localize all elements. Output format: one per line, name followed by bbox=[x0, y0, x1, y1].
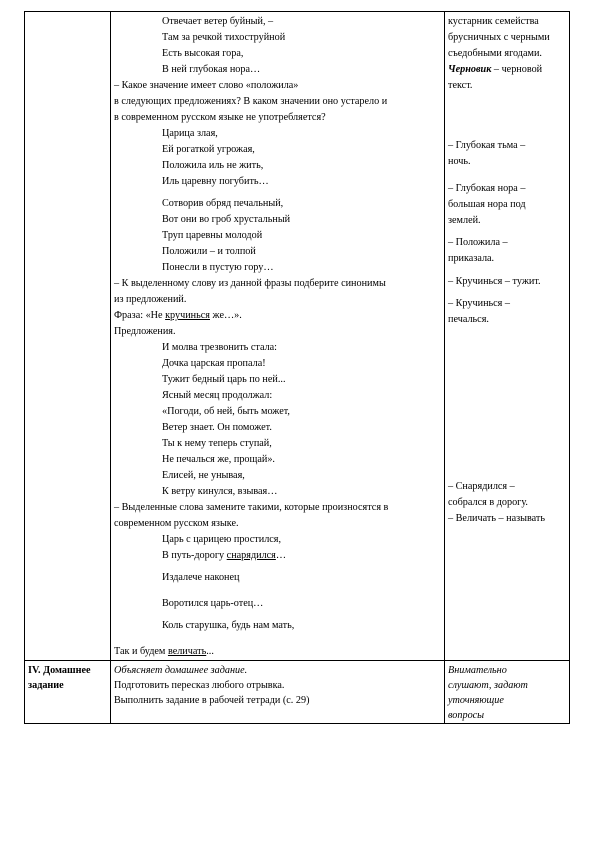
answer-line: брусничных с черными bbox=[448, 32, 550, 43]
phrase-line: Фраза: «Не кручинься же…». bbox=[114, 310, 242, 321]
answer-line: – Положила – bbox=[448, 237, 508, 248]
question-line: из предложений. bbox=[114, 294, 187, 305]
answer-line: – Кручинься – bbox=[448, 298, 511, 309]
answer-line: ночь. bbox=[448, 156, 471, 167]
verse-line: Есть высокая гора, bbox=[162, 48, 244, 59]
answer-line: приказала. bbox=[448, 253, 495, 264]
verse-line: Труп царевны молодой bbox=[162, 230, 263, 241]
sentences-label: Предложения. bbox=[114, 326, 176, 337]
verse-line: И молва трезвонить стала: bbox=[162, 342, 278, 353]
verse-line: Вот они во гроб хрустальный bbox=[162, 214, 291, 225]
highlighted-word: величать bbox=[167, 646, 207, 657]
verse-line: Ты к нему теперь ступай, bbox=[162, 438, 272, 449]
answers-cell bbox=[445, 12, 570, 661]
verse-line: Там за речкой тихоструйной bbox=[162, 32, 286, 43]
verse-line: Воротился царь-отец… bbox=[162, 598, 264, 609]
verse-line: Елисей, не унывая, bbox=[162, 470, 245, 481]
answer-line: – Глубокая нора – bbox=[448, 183, 526, 194]
answers-cell bbox=[445, 661, 570, 724]
answer-line: – Кручинься – тужит. bbox=[448, 276, 541, 287]
question-line: – К выделенному слову из данной фразы подберите синонимы bbox=[114, 278, 386, 289]
verse-line: Издалече наконец bbox=[162, 572, 240, 583]
question-line: современном русском языке. bbox=[114, 518, 239, 529]
verse-line: Иль царевну погубить… bbox=[162, 176, 269, 187]
verse-line: Так и будем величать... bbox=[114, 646, 214, 657]
teacher-activity: Объясняет домашнее задание. bbox=[114, 665, 248, 676]
verse-line: Ей рогаткой угрожая, bbox=[162, 144, 255, 155]
verse-line: В путь-дорогу снарядился… bbox=[162, 550, 287, 561]
question-line: – Выделенные слова замените такими, которые произносятся в bbox=[114, 502, 389, 513]
verse-line: Понесли в пустую гору… bbox=[162, 262, 274, 273]
highlighted-word: кручинься bbox=[165, 310, 210, 321]
answer-line: – Величать – называть bbox=[448, 513, 546, 524]
verse-line: Положила иль не жить, bbox=[162, 160, 264, 171]
verse-line: Сотворив обряд печальный, bbox=[162, 198, 284, 209]
verse-line: «Погоди, об ней, быть может, bbox=[162, 406, 290, 417]
answer-line: съедобными ягодами. bbox=[448, 48, 542, 59]
content-cell bbox=[111, 12, 445, 661]
answer-line: печалься. bbox=[448, 314, 489, 325]
verse-line: Коль старушка, будь нам мать, bbox=[162, 620, 295, 631]
table-row bbox=[25, 12, 570, 661]
verse-line: В ней глубокая нора… bbox=[162, 64, 261, 75]
students-activity: слушают, задают bbox=[448, 680, 528, 691]
students-activity: Внимательно bbox=[448, 665, 507, 676]
highlighted-word: снарядился bbox=[226, 550, 276, 561]
answer-line: большая нора под bbox=[448, 199, 526, 210]
teacher-activity: Подготовить пересказ любого отрывка. bbox=[114, 680, 285, 691]
teacher-activity: Выполнить задание в рабочей тетради (с. 29) bbox=[114, 695, 310, 706]
students-activity: уточняющие bbox=[448, 695, 504, 706]
question-line: в современном русском языке не употребляется? bbox=[114, 112, 326, 123]
answer-line: кустарник семейства bbox=[448, 16, 539, 27]
verse-line: Царица злая, bbox=[162, 128, 218, 139]
answer-line: Черновик – черновой bbox=[448, 64, 543, 75]
answer-line: землей. bbox=[448, 215, 481, 226]
question-line: в следующих предложениях? В каком значении оно устарело и bbox=[114, 96, 388, 107]
verse-line: Отвечает ветер буйный, – bbox=[162, 16, 274, 27]
table-row bbox=[25, 661, 570, 724]
verse-line: Ветер знает. Он поможет. bbox=[162, 422, 272, 433]
students-activity: вопросы bbox=[448, 710, 485, 721]
lesson-table bbox=[24, 11, 570, 724]
answer-line: собрался в дорогу. bbox=[448, 497, 528, 508]
stage-cell bbox=[25, 661, 111, 724]
verse-line: К ветру кинулся, взывая… bbox=[162, 486, 278, 497]
answer-line: – Снарядился – bbox=[448, 481, 515, 492]
stage-cell bbox=[25, 12, 111, 661]
verse-line: Не печалься же, прощай». bbox=[162, 454, 275, 465]
verse-line: Царь с царицею простился, bbox=[162, 534, 282, 545]
question-line: – Какое значение имеет слово «положила» bbox=[114, 80, 299, 91]
verse-line: Положили – и толпой bbox=[162, 246, 256, 257]
verse-line: Ясный месяц продолжал: bbox=[162, 390, 273, 401]
content-cell bbox=[111, 661, 445, 724]
verse-line: Дочка царская пропала! bbox=[162, 358, 266, 369]
answer-line: – Глубокая тьма – bbox=[448, 140, 526, 151]
stage-title: IV. Домашнее bbox=[28, 665, 91, 676]
answer-line: текст. bbox=[448, 80, 473, 91]
stage-title: задание bbox=[28, 680, 64, 691]
verse-line: Тужит бедный царь по ней... bbox=[162, 374, 286, 385]
